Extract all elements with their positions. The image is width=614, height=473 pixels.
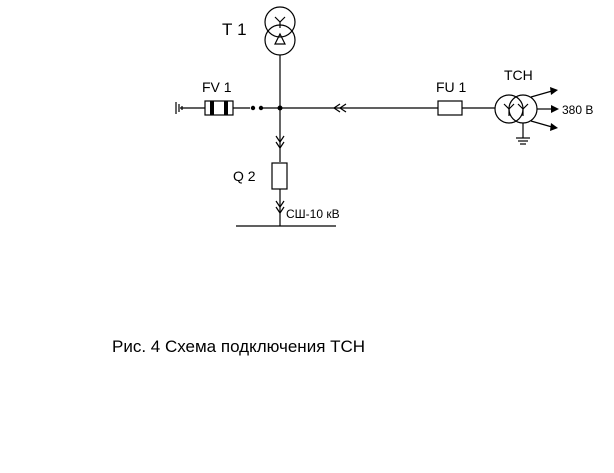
switch-q2-label: Q 2 (233, 168, 256, 184)
transformer-t1-label: Т 1 (222, 20, 247, 39)
figure-caption: Рис. 4 Схема подключения ТСН (112, 337, 366, 356)
transformer-t1 (265, 7, 295, 55)
junction-node (278, 106, 283, 111)
busbar-label: СШ-10 кВ (286, 207, 340, 221)
fuse-fu1 (438, 101, 462, 115)
switch-q2 (272, 163, 287, 189)
aux-transformer-tsn-label: ТСН (504, 67, 533, 83)
fuse-fu1-label: FU 1 (436, 79, 467, 95)
arrester-fv1 (176, 101, 250, 115)
arrester-fv1-label: FV 1 (202, 79, 232, 95)
voltage-output-label: 380 В (562, 103, 594, 117)
aux-transformer-tsn (495, 87, 559, 144)
